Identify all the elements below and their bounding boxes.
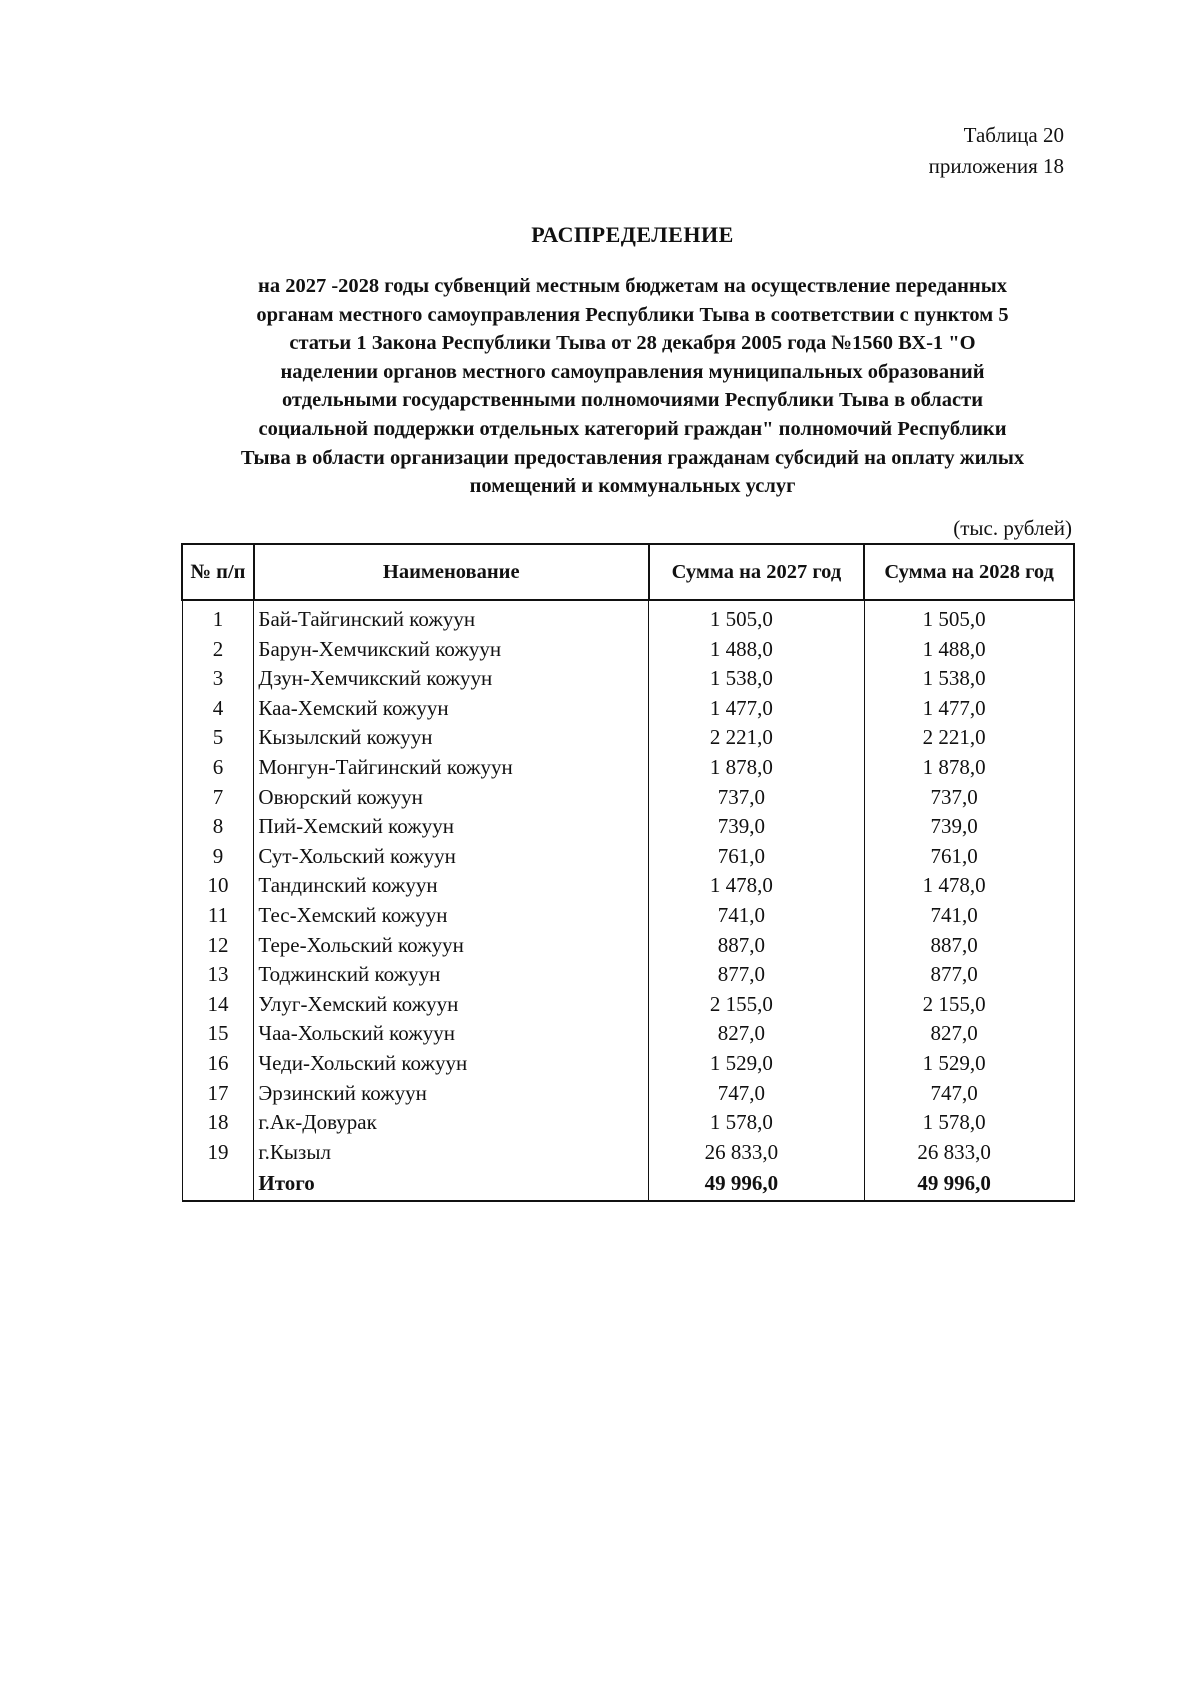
row-2028: 877,0 [864, 960, 1074, 990]
row-name: Бай-Тайгинский кожуун [254, 600, 649, 635]
row-name: Монгун-Тайгинский кожуун [254, 753, 649, 783]
total-2027: 49 996,0 [649, 1167, 865, 1201]
appendix-label: приложения 18 [928, 154, 1064, 178]
row-2028: 1 538,0 [864, 664, 1074, 694]
row-2028: 1 578,0 [864, 1108, 1074, 1138]
total-label: Итого [254, 1167, 649, 1201]
table-row [182, 694, 1074, 724]
table-row [182, 664, 1074, 694]
row-2028: 747,0 [864, 1079, 1074, 1109]
table-row [182, 812, 1074, 842]
row-number: 2 [182, 635, 254, 665]
row-2027: 877,0 [649, 960, 865, 990]
row-number: 14 [182, 990, 254, 1020]
row-number: 13 [182, 960, 254, 990]
table-row [182, 901, 1074, 931]
column-header-2027: Сумма на 2027 год [649, 544, 865, 600]
table-row [182, 753, 1074, 783]
subtitle-line: Тыва в области организации предоставления гражданам субсидий на оплату жилых [240, 446, 1025, 469]
row-2027: 1 578,0 [649, 1108, 865, 1138]
row-2028: 2 221,0 [864, 723, 1074, 753]
table-row [182, 931, 1074, 961]
table-total-row [182, 1167, 1074, 1201]
row-number: 3 [182, 664, 254, 694]
table-header-row [182, 544, 1074, 600]
row-number: 17 [182, 1079, 254, 1109]
row-2028: 1 478,0 [864, 871, 1074, 901]
row-2027: 1 878,0 [649, 753, 865, 783]
table-row [182, 1049, 1074, 1079]
row-2028: 1 505,0 [864, 600, 1074, 635]
row-number: 4 [182, 694, 254, 724]
subtitle-line: отдельными государственными полномочиями Республики Тыва в области [281, 389, 984, 412]
row-2027: 1 488,0 [649, 635, 865, 665]
row-2028: 737,0 [864, 783, 1074, 813]
row-2028: 1 477,0 [864, 694, 1074, 724]
table-row [182, 960, 1074, 990]
subtitle-line: органам местного самоуправления Республики Тыва в соответствии с пунктом 5 [256, 303, 1009, 326]
row-2027: 2 221,0 [649, 723, 865, 753]
subtitle-line: на 2027 -2028 годы субвенций местным бюджетам на осуществление переданных [258, 275, 1007, 297]
row-2027: 1 477,0 [649, 694, 865, 724]
row-2028: 26 833,0 [864, 1138, 1074, 1168]
row-2027: 747,0 [649, 1079, 865, 1109]
row-name: Улуг-Хемский кожуун [254, 990, 649, 1020]
row-2028: 739,0 [864, 812, 1074, 842]
row-2027: 737,0 [649, 783, 865, 813]
table-row [182, 635, 1074, 665]
row-name: Тес-Хемский кожуун [254, 901, 649, 931]
table-body [182, 600, 1074, 1201]
document-title: РАСПРЕДЕЛЕНИЕ [531, 222, 734, 247]
row-number: 6 [182, 753, 254, 783]
row-name: Тоджинский кожуун [254, 960, 649, 990]
table-row [182, 842, 1074, 872]
row-name: Барун-Хемчикский кожуун [254, 635, 649, 665]
row-name: Дзун-Хемчикский кожуун [254, 664, 649, 694]
row-number: 18 [182, 1108, 254, 1138]
row-2027: 1 529,0 [649, 1049, 865, 1079]
row-name: Каа-Хемский кожуун [254, 694, 649, 724]
table-row [182, 990, 1074, 1020]
table-row [182, 1019, 1074, 1049]
row-2027: 2 155,0 [649, 990, 865, 1020]
row-2027: 739,0 [649, 812, 865, 842]
row-2027: 887,0 [649, 931, 865, 961]
total-2028: 49 996,0 [864, 1167, 1074, 1201]
row-number: 10 [182, 871, 254, 901]
row-2027: 827,0 [649, 1019, 865, 1049]
subtitle-line: статьи 1 Закона Республики Тыва от 28 декабря 2005 года №1560 ВХ-1 "О [289, 332, 976, 355]
row-number: 11 [182, 901, 254, 931]
table-row [182, 723, 1074, 753]
table-row [182, 783, 1074, 813]
row-2027: 1 505,0 [649, 600, 865, 635]
row-name: Эрзинский кожуун [254, 1079, 649, 1109]
row-2028: 1 529,0 [864, 1049, 1074, 1079]
row-number: 15 [182, 1019, 254, 1049]
row-name: Чеди-Хольский кожуун [254, 1049, 649, 1079]
row-number: 16 [182, 1049, 254, 1079]
column-header-number: № п/п [182, 544, 254, 600]
row-2028: 741,0 [864, 901, 1074, 931]
row-name: г.Ак-Довурак [254, 1108, 649, 1138]
table-row [182, 1138, 1074, 1168]
table-row [182, 1108, 1074, 1138]
subtitle-line: социальной поддержки отдельных категорий граждан" полномочий Республики [258, 417, 1007, 440]
row-name: Тере-Хольский кожуун [254, 931, 649, 961]
table-row [182, 871, 1074, 901]
unit-label: (тыс. рублей) [953, 516, 1072, 540]
row-number: 5 [182, 723, 254, 753]
table-reference [929, 120, 1064, 182]
subtitle-line: наделении органов местного самоуправления муниципальных образований [280, 360, 985, 383]
row-number: 8 [182, 812, 254, 842]
row-number: 19 [182, 1138, 254, 1168]
row-2028: 761,0 [864, 842, 1074, 872]
row-name: г.Кызыл [254, 1138, 649, 1168]
column-header-name: Наименование [254, 544, 649, 600]
document-subtitle [180, 272, 1085, 501]
total-number-cell [182, 1167, 254, 1201]
row-number: 7 [182, 783, 254, 813]
row-number: 1 [182, 600, 254, 635]
row-2028: 1 878,0 [864, 753, 1074, 783]
column-header-2028: Сумма на 2028 год [864, 544, 1074, 600]
row-number: 9 [182, 842, 254, 872]
row-2028: 1 488,0 [864, 635, 1074, 665]
row-2028: 827,0 [864, 1019, 1074, 1049]
row-2027: 1 538,0 [649, 664, 865, 694]
row-2027: 1 478,0 [649, 871, 865, 901]
table-label: Таблица 20 [963, 123, 1064, 147]
subtitle-line: помещений и коммунальных услуг [469, 475, 796, 498]
table-row [182, 1079, 1074, 1109]
row-name: Кызылский кожуун [254, 723, 649, 753]
row-name: Чаа-Хольский кожуун [254, 1019, 649, 1049]
row-2027: 26 833,0 [649, 1138, 865, 1168]
row-2027: 761,0 [649, 842, 865, 872]
row-name: Сут-Хольский кожуун [254, 842, 649, 872]
distribution-table [181, 543, 1075, 1202]
row-name: Пий-Хемский кожуун [254, 812, 649, 842]
row-name: Тандинский кожуун [254, 871, 649, 901]
row-2027: 741,0 [649, 901, 865, 931]
row-number: 12 [182, 931, 254, 961]
row-name: Овюрский кожуун [254, 783, 649, 813]
row-2028: 887,0 [864, 931, 1074, 961]
row-2028: 2 155,0 [864, 990, 1074, 1020]
table-row [182, 600, 1074, 635]
